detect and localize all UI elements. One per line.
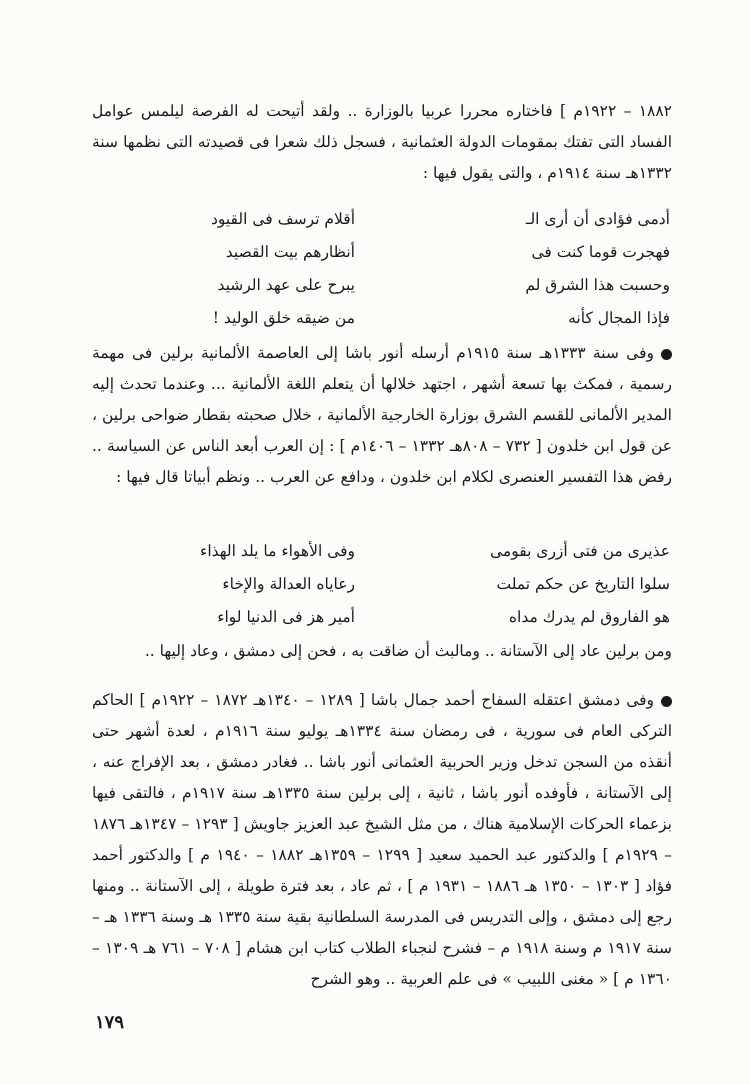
verse-4-first: فإذا المجال كأنه <box>568 309 670 327</box>
verse-7-second: أمير هز فى الدنيا لواء <box>217 608 355 626</box>
verse-1-first: أدمى فؤادى أن أرى الـ <box>525 210 670 228</box>
intro-paragraph <box>92 96 672 189</box>
verse-2 <box>130 236 670 269</box>
verse-7 <box>130 601 670 634</box>
page-number: ١٧٩ <box>95 1012 125 1033</box>
verse-2-second: أنظارهم بيت القصيد <box>225 243 355 261</box>
verse-3-second: يبرح على عهد الرشيد <box>217 276 355 294</box>
poem-two <box>130 535 670 634</box>
bullet-icon <box>661 349 672 360</box>
verse-1 <box>130 203 670 236</box>
verse-3 <box>130 269 670 302</box>
verse-2-first: فهجرت قوما كنت فى <box>531 243 670 261</box>
return-paragraph <box>92 636 672 667</box>
verse-5 <box>130 535 670 568</box>
verse-6 <box>130 568 670 601</box>
berlin-text: وفى سنة ١٣٣٣هـ سنة ١٩١٥م أرسله أنور باشا إلى العاصمة الألمانية برلين فى مهمة رسمية ، فمكث بها تسعة أشهر ، اجتهد خلالها أن يتعلم اللغة الألمانية ... وعندما تحدث إليه المدير الألمانى للقسم الشرق بوزارة الخارجية الألمانية ، خلال صحبته بقطار ضواحى برلين ، عن قول ابن خلدون [ ٧٣٢ – ٨٠٨هـ ١٣٣٢ – ١٤٠٦م ] : إن العرب أبعد الناس عن السياسة .. رفض هذا التفسير العنصرى لكلام ابن خلدون ، ودافع عن العرب .. ونظم أبياتا قال فيها : <box>92 344 672 486</box>
return-text: ومن برلين عاد إلى الآستانة .. ومالبث أن ضاقت به ، فحن إلى دمشق ، وعاد إليها .. <box>144 642 672 660</box>
damascus-paragraph <box>92 685 672 995</box>
verse-7-first: هو الفاروق لم يدرك مداه <box>508 608 670 626</box>
verse-5-second: وفى الأهواء ما يلد الهذاء <box>200 542 355 560</box>
berlin-paragraph <box>92 338 672 493</box>
poem-one <box>130 203 670 335</box>
verse-3-first: وحسبت هذا الشرق لم <box>525 276 670 294</box>
verse-1-second: أقلام ترسف فى القيود <box>210 210 355 228</box>
intro-text: ١٨٨٢ – ١٩٢٢م ] فاختاره محررا عربيا بالوزارة .. ولقد أتيحت له الفرصة ليلمس عوامل الفساد التى تفتك بمقومات الدولة العثمانية ، فسجل ذلك شعرا فى قصيدته التى نظمها سنة ١٣٣٢هـ سنة ١٩١٤م ، والتى يقول فيها : <box>92 102 672 182</box>
verse-5-first: عذيرى من فتى أزرى بقومى <box>490 542 670 560</box>
verse-6-second: رعاياه العدالة والإخاء <box>222 575 355 593</box>
damascus-text: وفى دمشق اعتقله السفاح أحمد جمال باشا [ ١٢٨٩ – ١٣٤٠هـ ١٨٧٢ – ١٩٢٢م ] الحاكم التركى العام فى سورية ، فى رمضان سنة ١٣٣٤هـ يوليو سنة ١٩١٦م ، لعدة أشهر حتى أنقذه من السجن تدخل وزير الحربية العثمانى أنور باشا .. فغادر دمشق ، بعد الإفراج عنه ، إلى الآستانة ، فأوفده أنور باشا ، ثانية ، إلى برلين سنة ١٣٣٥هـ سنة ١٩١٧م ، فالتقى فيها بزعماء الحركات الإسلامية هناك ، من مثل الشيخ عبد العزيز جاويش [ ١٢٩٣ – ١٣٤٧هـ ١٨٧٦ – ١٩٢٩م ] والدكتور عبد الحميد سعيد [ ١٢٩٩ – ١٣٥٩هـ ١٨٨٢ – ١٩٤٠ م ] والدكتور أحمد فؤاد [ ١٣٠٣ – ١٣٥٠ هـ ١٨٨٦ – ١٩٣١ م ] ، ثم عاد ، بعد فترة طويلة ، إلى الآستانة .. ومنها رجع إلى دمشق ، وإلى التدريس فى المدرسة السلطانية بقية سنة ١٣٣٥ هـ وسنة ١٣٣٦ هـ – سنة ١٩١٧ م وسنة ١٩١٨ م – فشرح لنجباء الطلاب كتاب ابن هشام [ ٧٠٨ – ٧٦١ هـ ١٣٠٩ – ١٣٦٠ م ] « مغنى اللبيب » فى علم العربية .. وهو الشرح <box>92 691 673 988</box>
verse-4-second: من ضيقه خلق الوليد ! <box>212 309 355 327</box>
verse-6-first: سلوا التاريخ عن حكم تملت <box>496 575 670 593</box>
verse-4 <box>130 302 670 335</box>
bullet-icon <box>661 696 672 707</box>
